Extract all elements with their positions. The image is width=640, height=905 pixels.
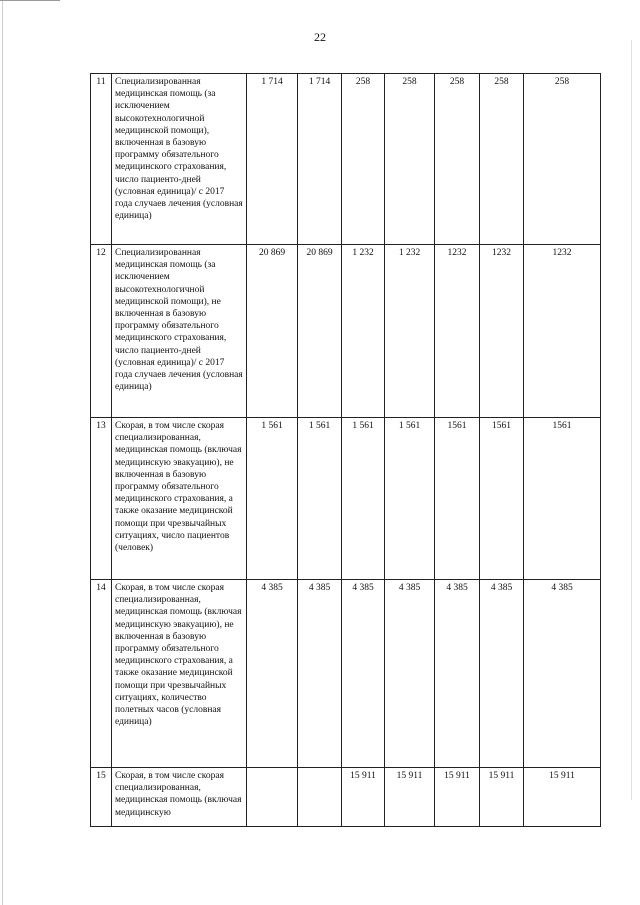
value-cell: 4 385 xyxy=(342,580,385,768)
value-cell: 4 385 xyxy=(298,580,342,768)
value-cell: 258 xyxy=(480,74,524,245)
value-cell: 15 911 xyxy=(435,768,480,827)
row-index: 13 xyxy=(91,418,112,580)
value-cell: 15 911 xyxy=(342,768,385,827)
value-cell: 1561 xyxy=(480,418,524,580)
value-cell: 1 561 xyxy=(385,418,435,580)
scan-edge-mark xyxy=(0,0,60,1)
value-cell: 1 714 xyxy=(298,74,342,245)
table-row xyxy=(91,768,601,827)
row-index: 12 xyxy=(91,245,112,418)
table-row xyxy=(91,245,601,418)
table-row xyxy=(91,580,601,768)
value-cell: 20 869 xyxy=(298,245,342,418)
value-cell: 4 385 xyxy=(385,580,435,768)
value-cell: 4 385 xyxy=(435,580,480,768)
value-cell xyxy=(247,768,298,827)
value-cell: 20 869 xyxy=(247,245,298,418)
value-cell: 258 xyxy=(524,74,601,245)
value-cell: 258 xyxy=(435,74,480,245)
value-cell: 4 385 xyxy=(524,580,601,768)
value-cell: 1 232 xyxy=(385,245,435,418)
row-index: 14 xyxy=(91,580,112,768)
value-cell: 1232 xyxy=(524,245,601,418)
row-description: Специализированная медицинская помощь (за исключением высокотехнологичной медицинской помощи), не включенная в базовую программу обязательного медицинского страхования, число пациенто-дней (условная единица)/ с 2017 года случаев лечения (условная единица) xyxy=(112,245,247,418)
value-cell: 4 385 xyxy=(247,580,298,768)
value-cell: 1232 xyxy=(480,245,524,418)
value-cell: 1 232 xyxy=(342,245,385,418)
value-cell: 15 911 xyxy=(524,768,601,827)
value-cell: 1561 xyxy=(435,418,480,580)
row-description: Скорая, в том числе скорая специализированная, медицинская помощь (включая медицинскую эвакуацию), не включенная в базовую программу обязательного медицинского страхования, а также оказание медицинской помощи при чрезвычайных ситуациях, число пациентов (человек) xyxy=(112,418,247,580)
scan-edge-line xyxy=(2,0,3,905)
value-cell: 1232 xyxy=(435,245,480,418)
row-description: Скорая, в том числе скорая специализированная, медицинская помощь (включая медицинскую эвакуацию), не включенная в базовую программу обязательного медицинского страхования, а также оказание медицинской помощи при чрезвычайных ситуациях, количество полетных часов (условная единица) xyxy=(112,580,247,768)
value-cell: 258 xyxy=(342,74,385,245)
value-cell: 15 911 xyxy=(480,768,524,827)
value-cell: 1 561 xyxy=(298,418,342,580)
value-cell xyxy=(298,768,342,827)
page-number: 22 xyxy=(314,30,326,44)
scan-edge-line-right xyxy=(631,40,632,800)
value-cell: 1561 xyxy=(524,418,601,580)
row-description: Скорая, в том числе скорая специализированная, медицинская помощь (включая медицинскую xyxy=(112,768,247,827)
row-index: 11 xyxy=(91,74,112,245)
data-table xyxy=(90,73,601,827)
value-cell: 258 xyxy=(385,74,435,245)
row-description: Специализированная медицинская помощь (за исключением высокотехнологичной медицинской помощи), включенная в базовую программу обязательного медицинского страхования, число пациенто-дней (условная единица)/ с 2017 года случаев лечения (условная единица) xyxy=(112,74,247,245)
table-row xyxy=(91,74,601,245)
value-cell: 1 714 xyxy=(247,74,298,245)
value-cell: 15 911 xyxy=(385,768,435,827)
value-cell: 1 561 xyxy=(247,418,298,580)
value-cell: 4 385 xyxy=(480,580,524,768)
table-row xyxy=(91,418,601,580)
row-index: 15 xyxy=(91,768,112,827)
value-cell: 1 561 xyxy=(342,418,385,580)
